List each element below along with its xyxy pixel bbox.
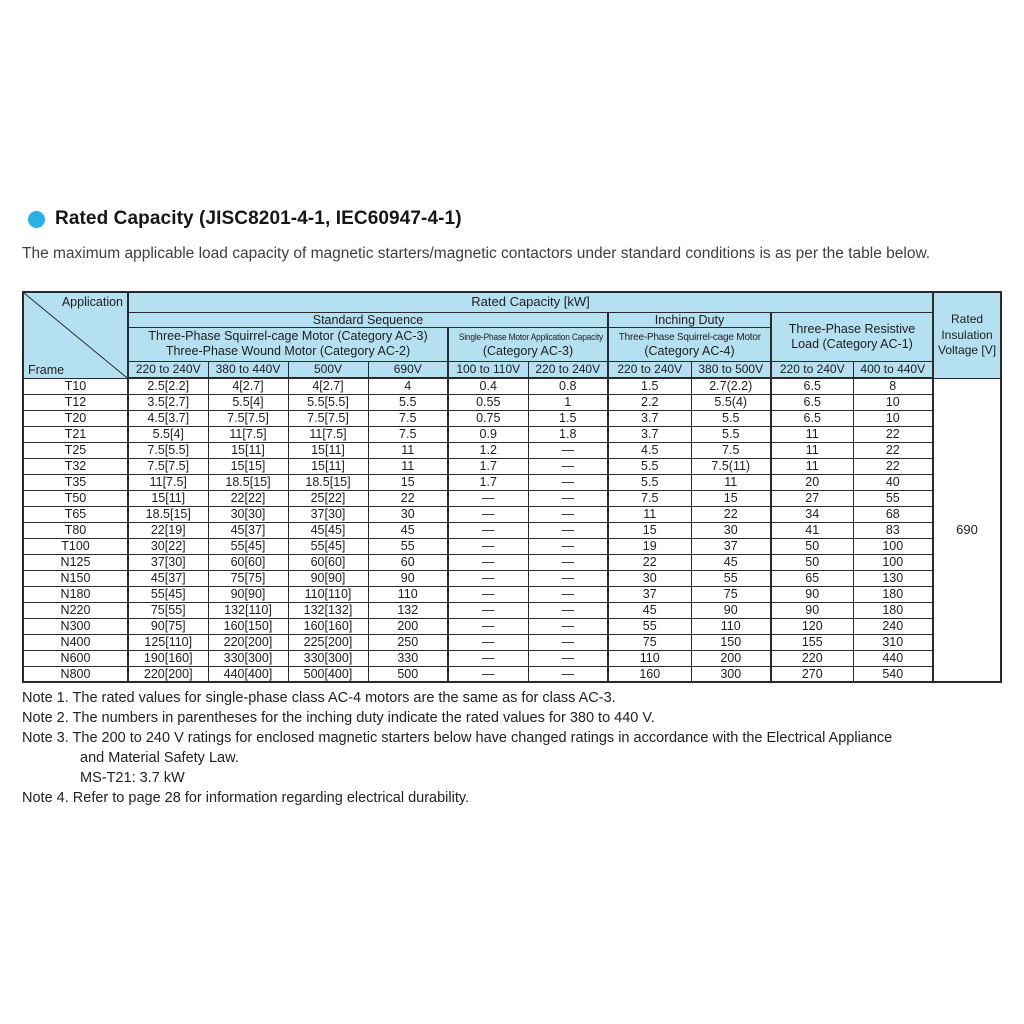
value-cell: 500 <box>368 666 448 682</box>
value-cell: 90[75] <box>128 618 208 634</box>
header-rated-insulation-voltage: Rated Insulation Voltage [V] <box>933 292 1001 378</box>
value-cell: 5.5 <box>608 458 691 474</box>
value-cell: 4.5[3.7] <box>128 410 208 426</box>
value-cell: 0.9 <box>448 426 528 442</box>
value-cell: 50 <box>771 538 853 554</box>
frame-cell: T20 <box>23 410 128 426</box>
value-cell: — <box>528 634 608 650</box>
value-cell: 37 <box>691 538 771 554</box>
frame-cell: T80 <box>23 522 128 538</box>
value-cell: 150 <box>691 634 771 650</box>
header-resistive-load <box>771 312 933 361</box>
table-row <box>23 666 1001 682</box>
value-cell: 7.5 <box>608 490 691 506</box>
frame-cell: N220 <box>23 602 128 618</box>
value-cell: 300 <box>691 666 771 682</box>
value-cell: 15[15] <box>208 458 288 474</box>
value-cell: — <box>448 570 528 586</box>
value-cell: 5.5[4] <box>208 394 288 410</box>
note-line: Note 4. Refer to page 28 for information regarding electrical durability. <box>22 790 470 806</box>
value-cell: 5.5[4] <box>128 426 208 442</box>
table-row <box>23 634 1001 650</box>
value-cell: 3.7 <box>608 410 691 426</box>
value-cell: 160[150] <box>208 618 288 634</box>
value-cell: — <box>448 538 528 554</box>
note-line: MS-T21: 3.7 kW <box>80 770 185 786</box>
value-cell: 55 <box>608 618 691 634</box>
value-cell: 1.7 <box>448 474 528 490</box>
header-squirrel-ac3-line1: Three-Phase Squirrel-cage Motor (Category AC-3) <box>148 328 428 343</box>
table-row <box>23 586 1001 602</box>
voltage-header: 690V <box>368 361 448 378</box>
value-cell: — <box>448 634 528 650</box>
frame-cell: T25 <box>23 442 128 458</box>
value-cell: 30 <box>368 506 448 522</box>
value-cell: 200 <box>368 618 448 634</box>
value-cell: 30 <box>691 522 771 538</box>
value-cell: 5.5 <box>691 426 771 442</box>
value-cell: 4 <box>368 378 448 394</box>
value-cell: 45 <box>368 522 448 538</box>
frame-cell: N800 <box>23 666 128 682</box>
value-cell: 22 <box>853 458 933 474</box>
table-row <box>23 426 1001 442</box>
value-cell: 25[22] <box>288 490 368 506</box>
value-cell: 22 <box>853 442 933 458</box>
header-standard-sequence: Standard Sequence <box>128 312 608 327</box>
section-bullet-icon <box>28 211 45 228</box>
header-resistive-load-line1: Three-Phase Resistive <box>788 322 916 337</box>
value-cell: 4[2.7] <box>288 378 368 394</box>
value-cell: — <box>448 650 528 666</box>
value-cell: 110 <box>608 650 691 666</box>
value-cell: 75 <box>608 634 691 650</box>
table-row <box>23 570 1001 586</box>
value-cell: 22[19] <box>128 522 208 538</box>
value-cell: 110[110] <box>288 586 368 602</box>
value-cell: 55[45] <box>128 586 208 602</box>
table-row <box>23 538 1001 554</box>
frame-cell: T35 <box>23 474 128 490</box>
value-cell: 7.5[7.5] <box>128 458 208 474</box>
value-cell: 11 <box>368 442 448 458</box>
value-cell: 1.8 <box>528 426 608 442</box>
table-row <box>23 618 1001 634</box>
voltage-header: 220 to 240V <box>771 361 853 378</box>
value-cell: 60[60] <box>288 554 368 570</box>
value-cell: 0.4 <box>448 378 528 394</box>
value-cell: 11 <box>771 426 853 442</box>
note-line: Note 1. The rated values for single-phase class AC-4 motors are the same as for class AC-3. <box>22 690 616 706</box>
value-cell: 5.5 <box>691 410 771 426</box>
value-cell: 3.7 <box>608 426 691 442</box>
value-cell: 37[30] <box>128 554 208 570</box>
value-cell: 20 <box>771 474 853 490</box>
value-cell: 11[7.5] <box>288 426 368 442</box>
value-cell: 18.5[15] <box>288 474 368 490</box>
header-single-phase-line2: (Category AC-3) <box>482 344 574 359</box>
value-cell: 4[2.7] <box>208 378 288 394</box>
value-cell: 330[300] <box>208 650 288 666</box>
value-cell: 100 <box>853 538 933 554</box>
value-cell: — <box>448 490 528 506</box>
frame-cell: T32 <box>23 458 128 474</box>
value-cell: 225[200] <box>288 634 368 650</box>
value-cell: 11 <box>771 442 853 458</box>
note-line: Note 3. The 200 to 240 V ratings for enclosed magnetic starters below have changed ratings in accordance with the Electrical Appliance <box>22 730 893 746</box>
insulation-voltage-value: 690 <box>933 378 1001 682</box>
value-cell: 1.7 <box>448 458 528 474</box>
voltage-header: 400 to 440V <box>853 361 933 378</box>
value-cell: — <box>528 602 608 618</box>
value-cell: 200 <box>691 650 771 666</box>
value-cell: 15[11] <box>288 442 368 458</box>
value-cell: 37[30] <box>288 506 368 522</box>
voltage-header: 220 to 240V <box>128 361 208 378</box>
header-single-phase-line1: Single-Phase Motor Application Capacity <box>458 331 603 343</box>
value-cell: 130 <box>853 570 933 586</box>
value-cell: — <box>448 586 528 602</box>
value-cell: 132[110] <box>208 602 288 618</box>
value-cell: 68 <box>853 506 933 522</box>
header-resistive-load-line2: Load (Category AC-1) <box>791 336 913 351</box>
value-cell: — <box>528 570 608 586</box>
value-cell: 1 <box>528 394 608 410</box>
page-title: Rated Capacity (JISC8201-4-1, IEC60947-4-1) <box>55 208 462 229</box>
value-cell: 160[160] <box>288 618 368 634</box>
voltage-header: 220 to 240V <box>528 361 608 378</box>
value-cell: 7.5[7.5] <box>288 410 368 426</box>
value-cell: 22 <box>608 554 691 570</box>
header-single-phase <box>448 327 608 361</box>
value-cell: 55 <box>368 538 448 554</box>
value-cell: 22 <box>691 506 771 522</box>
frame-cell: N150 <box>23 570 128 586</box>
header-squirrel-ac3-line2: Three-Phase Wound Motor (Category AC-2) <box>165 344 411 359</box>
value-cell: 7.5[7.5] <box>208 410 288 426</box>
value-cell: 11[7.5] <box>128 474 208 490</box>
frame-cell: T12 <box>23 394 128 410</box>
value-cell: 50 <box>771 554 853 570</box>
value-cell: 19 <box>608 538 691 554</box>
voltage-header-row <box>23 361 1001 378</box>
value-cell: 110 <box>691 618 771 634</box>
value-cell: 18.5[15] <box>128 506 208 522</box>
note-line: and Material Safety Law. <box>80 750 239 766</box>
section-header <box>28 208 462 230</box>
value-cell: 440[400] <box>208 666 288 682</box>
value-cell: — <box>448 522 528 538</box>
value-cell: — <box>528 506 608 522</box>
value-cell: 34 <box>771 506 853 522</box>
value-cell: 220[200] <box>208 634 288 650</box>
value-cell: 110 <box>368 586 448 602</box>
note-line: Note 2. The numbers in parentheses for the inching duty indicate the rated values for 380 to 440 V. <box>22 710 655 726</box>
frame-cell: N400 <box>23 634 128 650</box>
voltage-header: 380 to 440V <box>208 361 288 378</box>
value-cell: 15[11] <box>128 490 208 506</box>
frame-cell: N180 <box>23 586 128 602</box>
value-cell: 330 <box>368 650 448 666</box>
header-squirrel-ac4-line2: (Category AC-4) <box>644 344 735 359</box>
value-cell: 155 <box>771 634 853 650</box>
value-cell: 75[55] <box>128 602 208 618</box>
value-cell: 220[200] <box>128 666 208 682</box>
intro-text: The maximum applicable load capacity of magnetic starters/magnetic contactors under standard conditions is as per the table below. <box>22 245 931 262</box>
table-row <box>23 410 1001 426</box>
value-cell: 41 <box>771 522 853 538</box>
value-cell: 45 <box>691 554 771 570</box>
value-cell: 5.5(4) <box>691 394 771 410</box>
value-cell: 10 <box>853 410 933 426</box>
table-row <box>23 490 1001 506</box>
value-cell: 22[22] <box>208 490 288 506</box>
table-row <box>23 554 1001 570</box>
value-cell: 2.5[2.2] <box>128 378 208 394</box>
value-cell: 15 <box>368 474 448 490</box>
corner-header-cell <box>23 292 128 378</box>
value-cell: 0.55 <box>448 394 528 410</box>
table-row <box>23 522 1001 538</box>
value-cell: — <box>528 474 608 490</box>
value-cell: — <box>448 554 528 570</box>
value-cell: 6.5 <box>771 394 853 410</box>
value-cell: 160 <box>608 666 691 682</box>
table-row <box>23 474 1001 490</box>
value-cell: — <box>528 618 608 634</box>
value-cell: 1.5 <box>608 378 691 394</box>
value-cell: 7.5 <box>691 442 771 458</box>
value-cell: 4.5 <box>608 442 691 458</box>
value-cell: — <box>528 666 608 682</box>
value-cell: 90 <box>771 586 853 602</box>
value-cell: 15 <box>691 490 771 506</box>
voltage-header: 100 to 110V <box>448 361 528 378</box>
table-row <box>23 602 1001 618</box>
table-row <box>23 442 1001 458</box>
value-cell: 90[90] <box>288 570 368 586</box>
header-squirrel-ac4 <box>608 327 771 361</box>
value-cell: 132[132] <box>288 602 368 618</box>
value-cell: 18.5[15] <box>208 474 288 490</box>
frame-cell: T21 <box>23 426 128 442</box>
voltage-header: 220 to 240V <box>608 361 691 378</box>
value-cell: 11 <box>608 506 691 522</box>
value-cell: 440 <box>853 650 933 666</box>
value-cell: 65 <box>771 570 853 586</box>
table-row <box>23 458 1001 474</box>
value-cell: 2.7(2.2) <box>691 378 771 394</box>
value-cell: 0.75 <box>448 410 528 426</box>
value-cell: 90[90] <box>208 586 288 602</box>
value-cell: 83 <box>853 522 933 538</box>
value-cell: 11 <box>771 458 853 474</box>
value-cell: — <box>448 602 528 618</box>
value-cell: 7.5[5.5] <box>128 442 208 458</box>
value-cell: 22 <box>368 490 448 506</box>
frame-cell: T65 <box>23 506 128 522</box>
value-cell: 1.5 <box>528 410 608 426</box>
value-cell: 40 <box>853 474 933 490</box>
frame-cell: T100 <box>23 538 128 554</box>
frame-cell: N600 <box>23 650 128 666</box>
value-cell: 5.5[5.5] <box>288 394 368 410</box>
table-row <box>23 394 1001 410</box>
notes <box>22 688 1010 808</box>
frame-cell: T50 <box>23 490 128 506</box>
header-squirrel-ac3 <box>128 327 448 361</box>
value-cell: — <box>528 490 608 506</box>
value-cell: 132 <box>368 602 448 618</box>
value-cell: 75[75] <box>208 570 288 586</box>
table-row <box>23 506 1001 522</box>
value-cell: 27 <box>771 490 853 506</box>
value-cell: 90 <box>368 570 448 586</box>
value-cell: 30[22] <box>128 538 208 554</box>
value-cell: — <box>528 554 608 570</box>
value-cell: — <box>528 586 608 602</box>
rated-capacity-table <box>22 291 1002 683</box>
value-cell: 55 <box>691 570 771 586</box>
value-cell: 2.2 <box>608 394 691 410</box>
value-cell: 190[160] <box>128 650 208 666</box>
value-cell: 60 <box>368 554 448 570</box>
value-cell: 75 <box>691 586 771 602</box>
value-cell: 60[60] <box>208 554 288 570</box>
corner-label-application: Application <box>61 295 123 309</box>
value-cell: — <box>528 442 608 458</box>
frame-cell: N300 <box>23 618 128 634</box>
value-cell: 6.5 <box>771 378 853 394</box>
value-cell: 11[7.5] <box>208 426 288 442</box>
value-cell: 250 <box>368 634 448 650</box>
table-body <box>23 378 1001 682</box>
value-cell: 45[37] <box>208 522 288 538</box>
value-cell: 90 <box>691 602 771 618</box>
value-cell: 1.2 <box>448 442 528 458</box>
value-cell: — <box>528 458 608 474</box>
value-cell: 30[30] <box>208 506 288 522</box>
value-cell: 15 <box>608 522 691 538</box>
header-rated-capacity: Rated Capacity [kW] <box>128 292 933 312</box>
value-cell: 55 <box>853 490 933 506</box>
value-cell: 45 <box>608 602 691 618</box>
value-cell: — <box>448 618 528 634</box>
value-cell: — <box>448 666 528 682</box>
value-cell: 5.5 <box>608 474 691 490</box>
value-cell: 37 <box>608 586 691 602</box>
value-cell: 125[110] <box>128 634 208 650</box>
voltage-header: 380 to 500V <box>691 361 771 378</box>
value-cell: — <box>528 538 608 554</box>
value-cell: 22 <box>853 426 933 442</box>
value-cell: — <box>448 506 528 522</box>
value-cell: 180 <box>853 602 933 618</box>
value-cell: 7.5(11) <box>691 458 771 474</box>
value-cell: 330[300] <box>288 650 368 666</box>
value-cell: 10 <box>853 394 933 410</box>
value-cell: 240 <box>853 618 933 634</box>
value-cell: 3.5[2.7] <box>128 394 208 410</box>
table-row <box>23 378 1001 394</box>
value-cell: 310 <box>853 634 933 650</box>
header-inching-duty: Inching Duty <box>608 312 771 327</box>
header-squirrel-ac4-line1: Three-Phase Squirrel-cage Motor <box>618 330 761 343</box>
value-cell: 100 <box>853 554 933 570</box>
value-cell: 15[11] <box>288 458 368 474</box>
value-cell: 500[400] <box>288 666 368 682</box>
value-cell: — <box>528 650 608 666</box>
value-cell: 90 <box>771 602 853 618</box>
value-cell: 180 <box>853 586 933 602</box>
value-cell: 6.5 <box>771 410 853 426</box>
value-cell: 270 <box>771 666 853 682</box>
value-cell: 120 <box>771 618 853 634</box>
value-cell: 45[45] <box>288 522 368 538</box>
value-cell: 8 <box>853 378 933 394</box>
value-cell: 55[45] <box>288 538 368 554</box>
value-cell: 0.8 <box>528 378 608 394</box>
value-cell: 220 <box>771 650 853 666</box>
value-cell: 11 <box>691 474 771 490</box>
voltage-header: 500V <box>288 361 368 378</box>
value-cell: 540 <box>853 666 933 682</box>
value-cell: 11 <box>368 458 448 474</box>
frame-cell: N125 <box>23 554 128 570</box>
corner-label-frame: Frame <box>28 362 65 377</box>
value-cell: 30 <box>608 570 691 586</box>
value-cell: 15[11] <box>208 442 288 458</box>
value-cell: 45[37] <box>128 570 208 586</box>
value-cell: 55[45] <box>208 538 288 554</box>
value-cell: 7.5 <box>368 410 448 426</box>
table-row <box>23 650 1001 666</box>
value-cell: — <box>528 522 608 538</box>
value-cell: 5.5 <box>368 394 448 410</box>
frame-cell: T10 <box>23 378 128 394</box>
value-cell: 7.5 <box>368 426 448 442</box>
